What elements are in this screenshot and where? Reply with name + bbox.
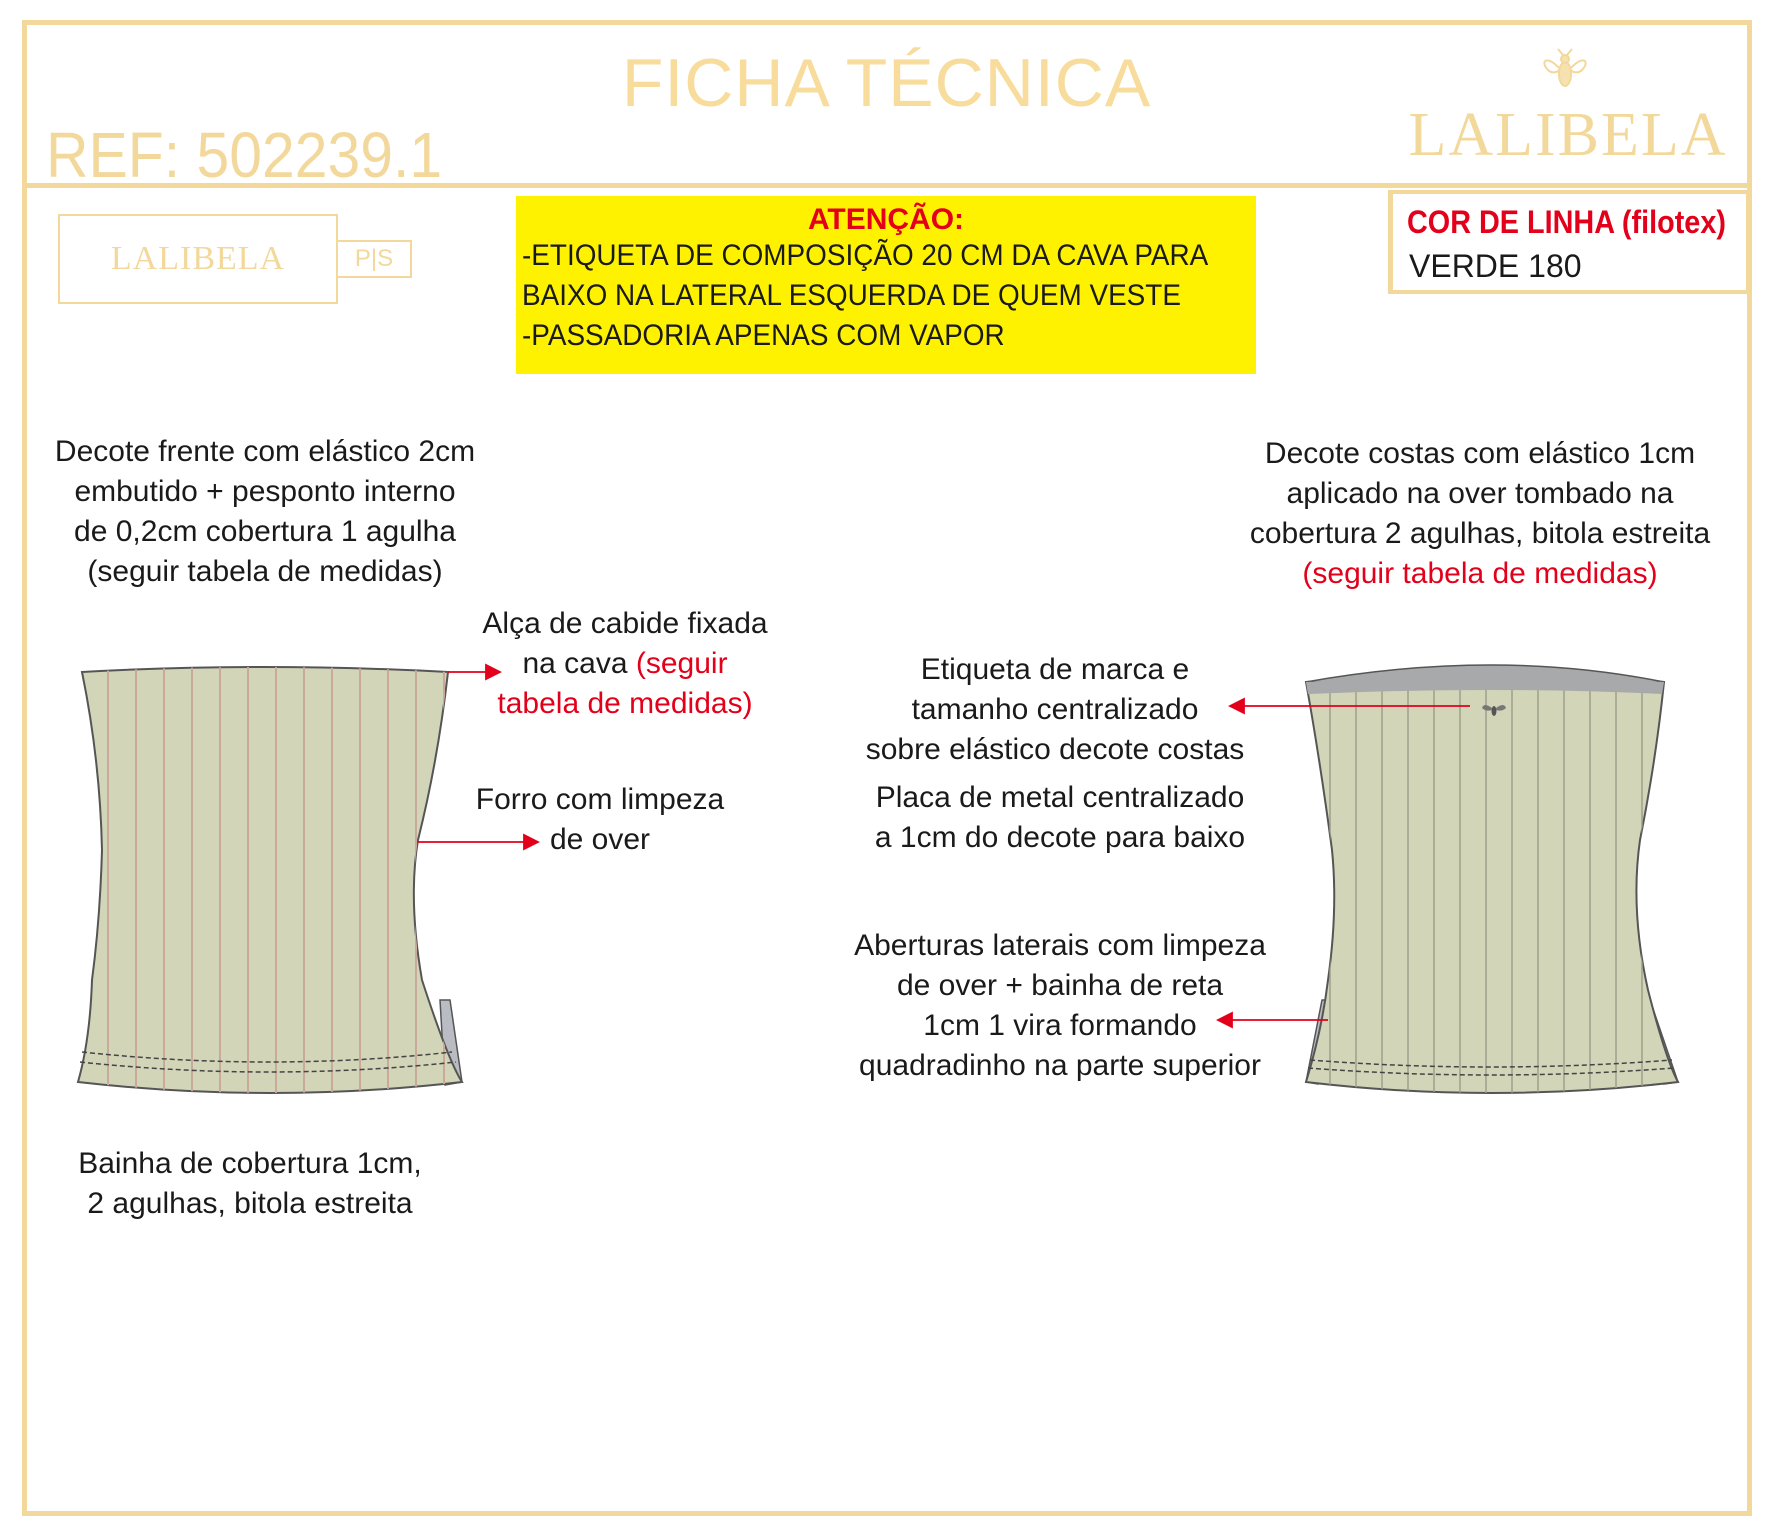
page-title: FICHA TÉCNICA	[621, 45, 1152, 121]
note-line: (seguir tabela de medidas)	[1302, 557, 1658, 590]
note-line: Decote frente com elástico 2cm	[54, 435, 476, 468]
note-line	[460, 644, 790, 684]
back-neckline-note	[1220, 434, 1740, 594]
note-line: tabela de medidas)	[497, 687, 753, 720]
note-line: Bainha de cobertura 1cm,	[78, 1147, 422, 1180]
note-line: Forro com limpeza	[475, 783, 725, 816]
brand-label-sample: LALIBELA	[58, 214, 338, 304]
note-line: embutido + pesponto interno	[74, 475, 456, 508]
attention-title: ATENÇÃO:	[807, 203, 965, 236]
front-neckline-note	[30, 432, 500, 592]
note-line: de over + bainha de reta	[896, 969, 1224, 1002]
thread-color-value: VERDE 180	[1409, 248, 1582, 284]
note-line: tamanho centralizado	[911, 693, 1199, 726]
back-garment-drawing	[1306, 660, 1678, 1110]
hanger-loop-note	[460, 604, 790, 724]
front-garment-drawing	[78, 660, 462, 1110]
note-line: aplicado na over tombado na	[1286, 477, 1674, 510]
note-text: na cava	[522, 647, 636, 680]
note-line: de 0,2cm cobertura 1 agulha	[74, 515, 456, 548]
note-line: 2 agulhas, bitola estreita	[87, 1187, 413, 1220]
front-hem-note	[50, 1144, 450, 1224]
note-line: Alça de cabide fixada	[482, 607, 768, 640]
note-line: quadradinho na parte superior	[859, 1049, 1261, 1082]
note-line: a 1cm do decote para baixo	[874, 821, 1246, 854]
note-line: 1cm 1 vira formando	[923, 1009, 1197, 1042]
attention-line: -PASSADORIA APENAS COM VAPOR	[522, 319, 1005, 352]
note-line: Placa de metal centralizado	[875, 781, 1245, 814]
note-line: de over	[549, 823, 651, 856]
lining-note	[450, 780, 750, 860]
note-line: Decote costas com elástico 1cm	[1264, 437, 1696, 470]
metal-plate-note	[830, 778, 1290, 858]
side-openings-note	[820, 926, 1300, 1086]
size-label-sample: P|S	[336, 240, 412, 278]
brand-logo: LALIBELA	[1408, 101, 1728, 169]
attention-line: -ETIQUETA DE COMPOSIÇÃO 20 CM DA CAVA PARA	[522, 239, 1209, 272]
thread-color-title: COR DE LINHA (filotex)	[1407, 204, 1726, 240]
brand-label-note	[830, 650, 1280, 770]
note-line: cobertura 2 agulhas, bitola estreita	[1249, 517, 1711, 550]
note-line: Etiqueta de marca e	[920, 653, 1190, 686]
note-line: Aberturas laterais com limpeza	[854, 929, 1266, 962]
note-line: sobre elástico decote costas	[865, 733, 1245, 766]
reference-code: REF: 502239.1	[46, 119, 443, 191]
attention-line: BAIXO NA LATERAL ESQUERDA DE QUEM VESTE	[522, 279, 1181, 312]
note-line: (seguir tabela de medidas)	[87, 555, 443, 588]
note-text-red: (seguir	[635, 647, 728, 680]
